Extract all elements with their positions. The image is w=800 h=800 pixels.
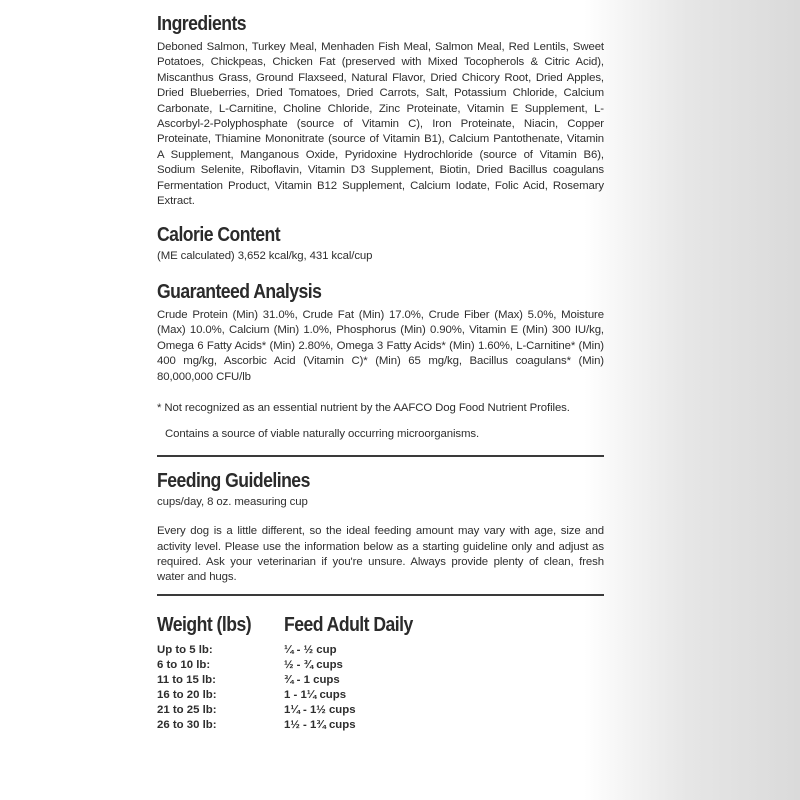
contains-note: Contains a source of viable naturally occurring microorganisms. — [165, 428, 480, 441]
feeding-table-header — [157, 611, 604, 639]
ingredients-heading: Ingredients — [157, 13, 247, 35]
table-row — [157, 688, 604, 703]
feeding-text: Every dog is a little different, so the ideal feeding amount may vary with age, size and activity level. Please use the information below as a starting guideline only and adjust as required. Ask your veterinarian if you're unsure. Always provide plenty of clean, fresh water and hugs. — [157, 525, 604, 584]
feed-column-heading: Feed Adult Daily — [284, 613, 413, 636]
ingredients-section — [157, 10, 604, 209]
divider-bottom — [157, 594, 604, 596]
table-row — [157, 673, 604, 688]
feeding-table — [157, 611, 604, 733]
analysis-text: Crude Protein (Min) 31.0%, Crude Fat (Min) 17.0%, Crude Fiber (Max) 5.0%, Moisture (Max) 10.0%, Calcium (Min) 1.0%, Phosphorus (Min) 0.90%, Vitamin E (Min) 300 IU/kg, Omega 6 Fatty Acids* (Min) 2.80%, Omega 3 Fatty Acids* (Min) 1.60%, L-Carnitine* (Min) 400 mg/kg, Ascorbic Acid (Vitamin C)* (Min) 65 mg/kg, Bacillus coagulans* (Min) 80,000,000 CFU/lb — [157, 308, 604, 383]
nutrition-panel — [157, 10, 604, 733]
amount-cell: 1 - 1¼ cups — [284, 688, 347, 701]
feeding-subtitle: cups/day, 8 oz. measuring cup — [157, 495, 308, 508]
feeding-section — [157, 467, 604, 586]
analysis-section — [157, 278, 604, 443]
weight-cell: 21 to 25 lb: — [157, 703, 217, 716]
ingredients-text: Deboned Salmon, Turkey Meal, Menhaden Fish Meal, Salmon Meal, Red Lentils, Sweet Potatoes, Chickpeas, Chicken Fat (preserved with Mixed Tocopherols & Citric Acid), Miscanthus Grass, Ground Flaxseed, Natural Flavor, Dried Chicory Root, Dried Apples, Dried Blueberries, Dried Tomatoes, Dried Carrots, Salt, Potassium Chloride, Calcium Carbonate, L-Carnitine, Choline Chloride, Zinc Proteinate, Vitamin E Supplement, L-Ascorbyl-2-Polyphosphate (source of Vitamin C), Iron Proteinate, Niacin, Copper Proteinate, Thiamine Mononitrate (source of Vitamin B1), Calcium Pantothenate, Vitamin A Supplement, Manganous Oxide, Pyridoxine Hydrochloride (source of Vitamin B6), Sodium Selenite, Riboflavin, Vitamin D3 Supplement, Biotin, Dried Bacillus coagulans Fermentation Product, Vitamin B12 Supplement, Calcium Iodate, Folic Acid, Rosemary Extract. — [157, 41, 604, 208]
amount-cell: 1¼ - 1½ cups — [284, 703, 356, 716]
weight-cell: 26 to 30 lb: — [157, 718, 217, 731]
weight-cell: 16 to 20 lb: — [157, 688, 217, 701]
calorie-heading: Calorie Content — [157, 224, 281, 247]
amount-cell: ¾ - 1 cups — [284, 673, 340, 686]
calorie-text: (ME calculated) 3,652 kcal/kg, 431 kcal/cup — [157, 250, 373, 263]
weight-cell: Up to 5 lb: — [157, 643, 213, 656]
weight-cell: 6 to 10 lb: — [157, 658, 211, 671]
amount-cell: 1½ - 1¾ cups — [284, 718, 356, 731]
table-row — [157, 718, 604, 733]
table-row — [157, 658, 604, 673]
weight-column-heading: Weight (lbs) — [157, 613, 252, 636]
table-row — [157, 643, 604, 658]
calorie-section — [157, 221, 604, 264]
amount-cell: ¼ - ½ cup — [284, 643, 337, 656]
aafco-footnote: * Not recognized as an essential nutrient by the AAFCO Dog Food Nutrient Profiles. — [157, 401, 570, 414]
feeding-heading: Feeding Guidelines — [157, 469, 310, 492]
amount-cell: ½ - ¾ cups — [284, 658, 343, 671]
analysis-heading: Guaranteed Analysis — [157, 280, 322, 303]
table-row — [157, 703, 604, 718]
weight-cell: 11 to 15 lb: — [157, 673, 216, 686]
